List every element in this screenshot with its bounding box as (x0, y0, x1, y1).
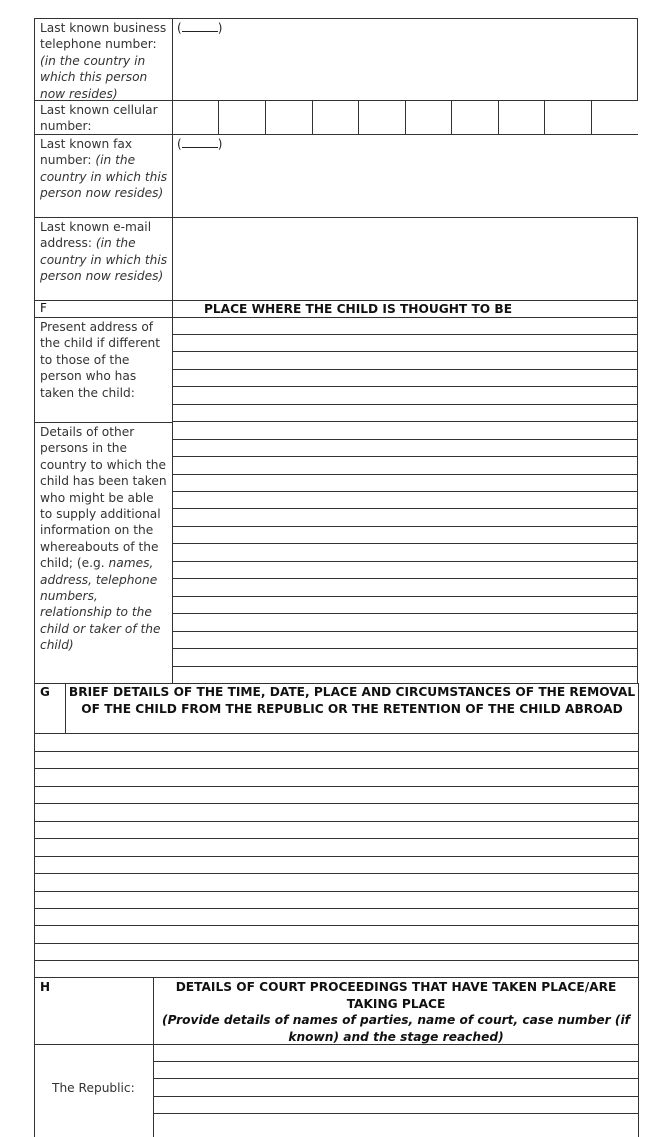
section-h-line[interactable] (153, 1096, 639, 1097)
section-f-line[interactable] (172, 369, 638, 370)
email-label: Last known e-mail address: (in the country in which this person now resides) (40, 220, 168, 284)
cellular-digit-divider (218, 100, 219, 135)
section-f-title: PLACE WHERE THE CHILD IS THOUGHT TO BE (203, 302, 513, 316)
cellular-digit-divider (265, 100, 266, 135)
section-h-subtitle: (Provide details of names of parties, name of court, case number (if known) and the stage reached) (162, 1013, 630, 1044)
section-f-line[interactable] (172, 561, 638, 562)
section-f-line[interactable] (172, 491, 638, 492)
section-g-line[interactable] (34, 821, 639, 822)
section-g-line[interactable] (34, 751, 639, 752)
cellular-digit-divider (358, 100, 359, 135)
section-f-line[interactable] (172, 456, 638, 457)
section-g-line[interactable] (34, 943, 639, 944)
section-f-letter: F (40, 301, 47, 315)
section-g-line[interactable] (34, 856, 639, 857)
section-g-title: BRIEF DETAILS OF THE TIME, DATE, PLACE AND CIRCUMSTANCES OF THE REMOVAL OF THE CHILD FROM THE REPUBLIC OR THE RETENTION OF THE CHILD ABROAD (68, 685, 636, 716)
section-g-line[interactable] (34, 960, 639, 961)
section-f-line[interactable] (172, 526, 638, 527)
section-g-line[interactable] (34, 786, 639, 787)
section-g-line[interactable] (34, 803, 639, 804)
section-f-line[interactable] (172, 613, 638, 614)
fax-label: Last known fax number: (in the country in which this person now resides) (40, 137, 168, 201)
cellular-digit-divider (591, 100, 592, 135)
cellular-digit-divider (498, 100, 499, 135)
cellular-digit-divider (405, 100, 406, 135)
section-h-title: DETAILS OF COURT PROCEEDINGS THAT HAVE TAKEN PLACE/ARE TAKING PLACE (175, 980, 617, 1011)
section-h-line[interactable] (153, 1113, 639, 1114)
other-persons-label: Details of other persons in the country to which the child has been taken who might be able to supply additional information on the whereabouts of the child; (e.g. names, address, telephone numbers, relationship to the child or taker of the child) (40, 425, 167, 653)
section-f-line[interactable] (172, 578, 638, 579)
section-f-line[interactable] (172, 439, 638, 440)
cellular-label: Last known cellular number: (40, 103, 158, 134)
business-phone-label: Last known business telephone number: (in the country in which this person now resides) (40, 21, 167, 101)
section-g-line[interactable] (34, 925, 639, 926)
business-phone-area-code-field[interactable]: ( ) (177, 21, 223, 35)
section-g-line[interactable] (34, 891, 639, 892)
section-f-line[interactable] (172, 631, 638, 632)
section-h-line[interactable] (153, 1061, 639, 1062)
section-h-line[interactable] (153, 1078, 639, 1079)
email-input-cell[interactable] (172, 217, 638, 301)
section-f-line[interactable] (172, 474, 638, 475)
fax-area-code-field[interactable]: ( ) (177, 137, 223, 151)
republic-label: The Republic: (52, 1081, 135, 1095)
section-f-line[interactable] (172, 596, 638, 597)
present-address-label: Present address of the child if different to those of the person who has taken the child: (40, 320, 160, 400)
section-f-line[interactable] (172, 386, 638, 387)
section-g-letter: G (40, 685, 50, 699)
cellular-digit-divider (544, 100, 545, 135)
section-g-line[interactable] (34, 908, 639, 909)
section-f-line[interactable] (172, 666, 638, 667)
section-f-line[interactable] (172, 508, 638, 509)
section-f-line[interactable] (172, 421, 638, 422)
section-h-letter: H (40, 980, 51, 994)
section-f-line[interactable] (172, 334, 638, 335)
section-g-line[interactable] (34, 838, 639, 839)
section-f-line[interactable] (172, 351, 638, 352)
section-f-line[interactable] (172, 404, 638, 405)
section-f-line[interactable] (172, 648, 638, 649)
business-phone-input-cell[interactable] (172, 18, 638, 101)
section-f-line[interactable] (172, 543, 638, 544)
section-g-line[interactable] (34, 873, 639, 874)
section-g-line[interactable] (34, 768, 639, 769)
cellular-digit-divider (451, 100, 452, 135)
cellular-digit-divider (312, 100, 313, 135)
